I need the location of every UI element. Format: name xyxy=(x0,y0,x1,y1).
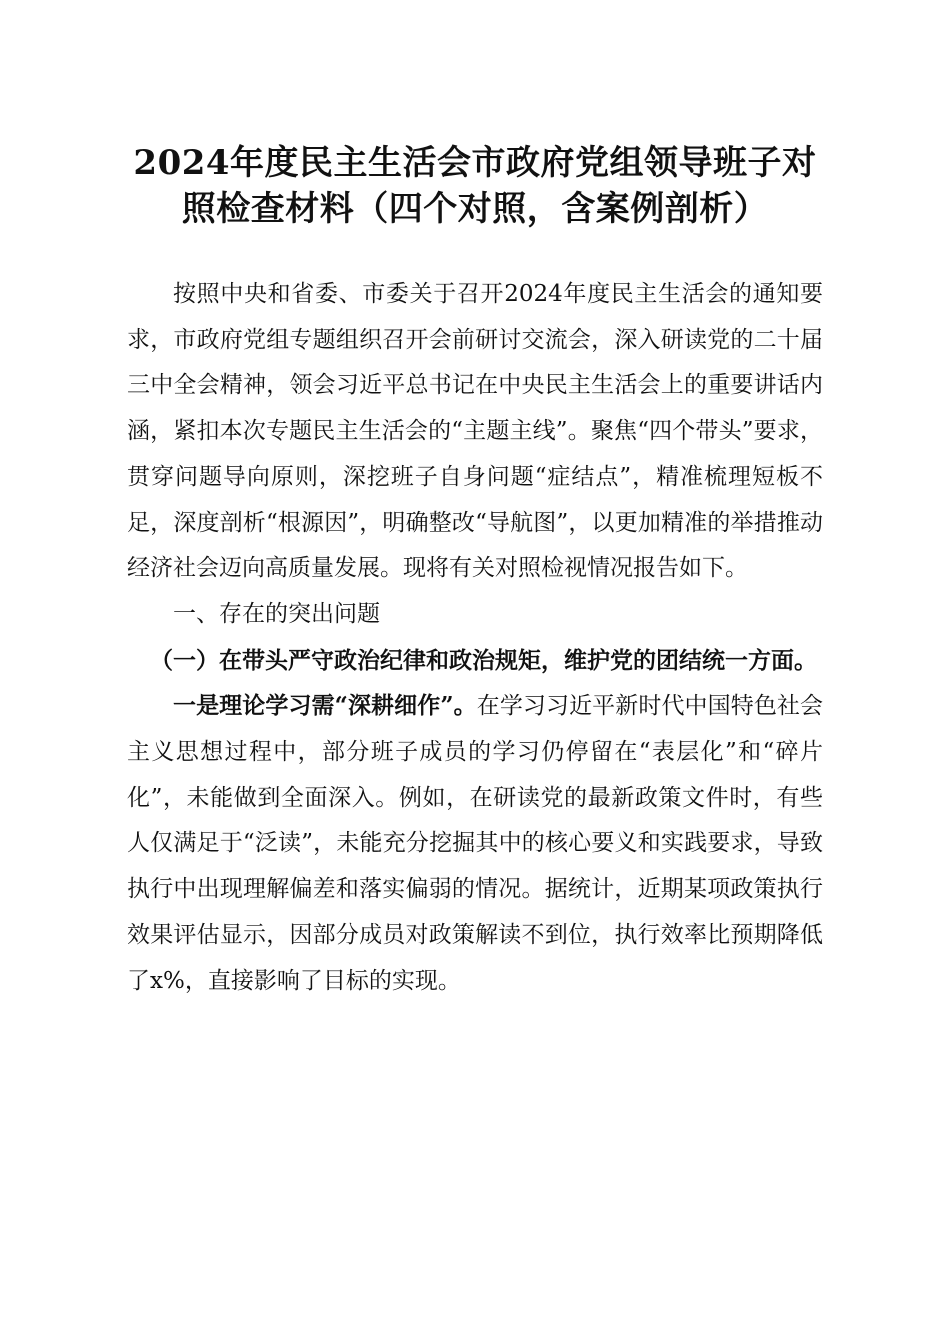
title-line-2: 照检查材料（四个对照，含案例剖析） xyxy=(181,189,769,229)
subsection-heading-1: （一）在带头严守政治纪律和政治规矩，维护党的团结统一方面。 xyxy=(150,646,817,674)
section-heading-1: 一、存在的突出问题 xyxy=(173,600,380,627)
title-line-1: 2024年度民主生活会市政府党组领导班子对 xyxy=(133,143,817,183)
intro-paragraph: 按照中央和省委、市委关于召开2024年度民主生活会的通知要求，市政府党组专题组织召开会前研讨交流会，深入研读党的二十届三中全会精神，领会习近平总书记在中央民主生活会上的重要讲话内涵，紧扣本次专题民主生活会的“主题主线”。聚焦“四个带头”要求，贯穿问题导向原则，深挖班子自身问题“症结点”，精准梳理短板不足，深度剖析“根源因”，明确整改“导航图”，以更加精准的举措推动经济社会迈向高质量发展。现将有关对照检视情况报告如下。 xyxy=(127,281,823,582)
document-title xyxy=(127,140,823,232)
point-1-lead: 一是理论学习需“深耕细作”。 xyxy=(173,692,477,720)
point-1-body: 在学习习近平新时代中国特色社会主义思想过程中，部分班子成员的学习仍停留在“表层化”和“碎片化”，未能做到全面深入。例如，在研读党的最新政策文件时，有些人仅满足于“泛读”，未能充分挖掘其中的核心要义和实践要求，导致执行中出现理解偏差和落实偏弱的情况。据统计，近期某项政策执行效果评估显示，因部分成员对政策解读不到位，执行效率比预期降低了x%，直接影响了目标的实现。 xyxy=(127,693,824,994)
point-1-paragraph xyxy=(127,683,823,1004)
